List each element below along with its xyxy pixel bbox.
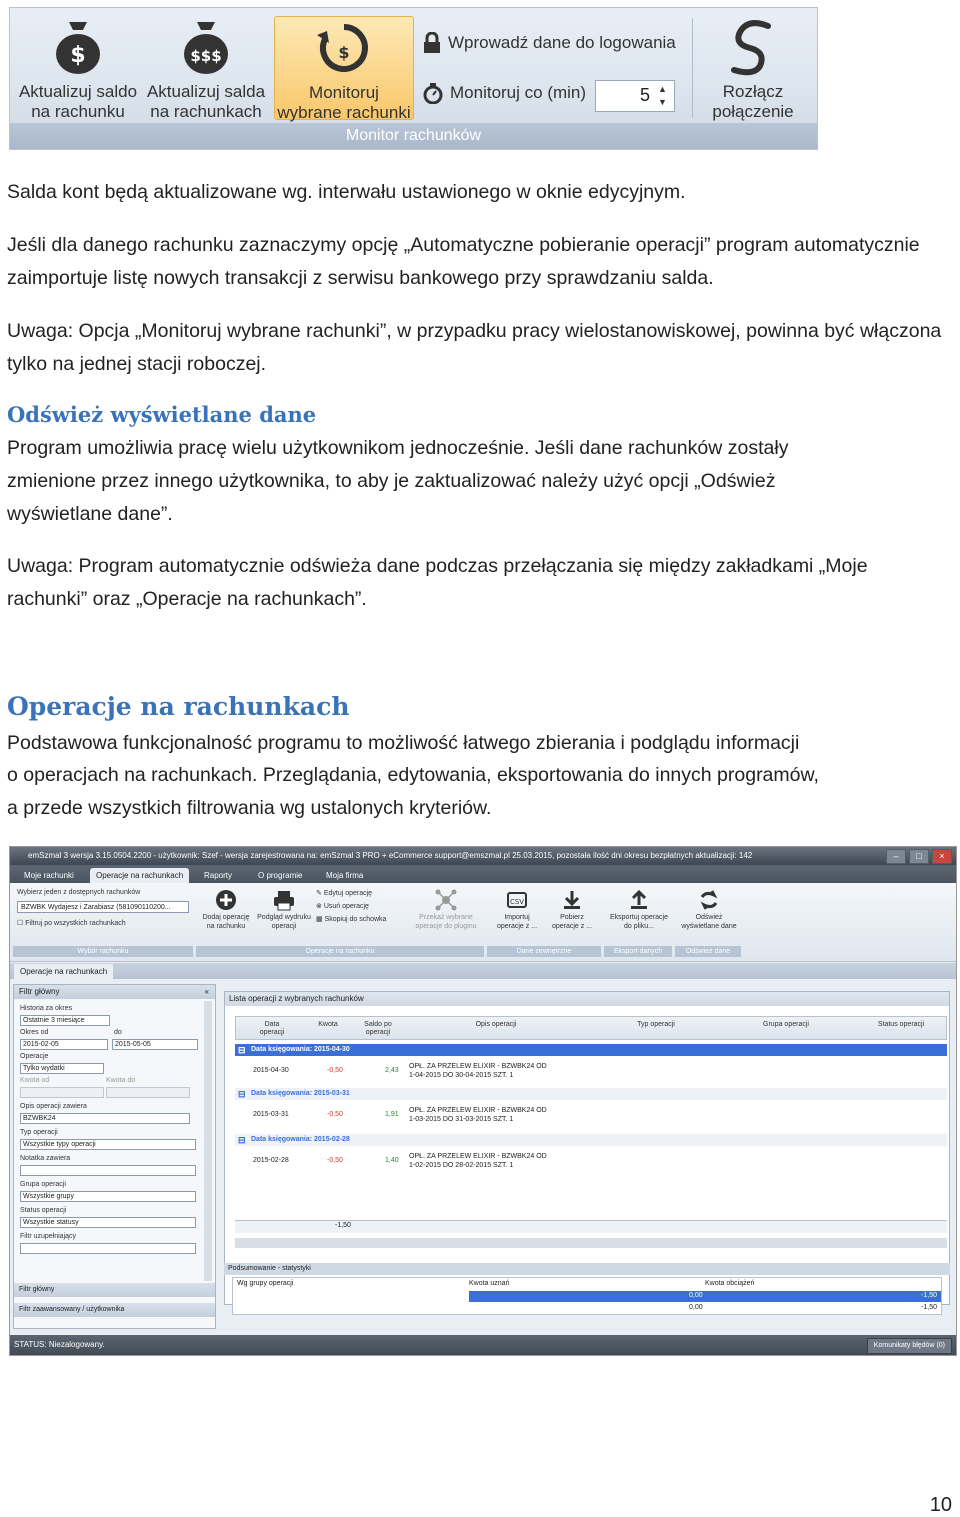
ribbon-screenshot (9, 7, 818, 150)
description-label: Opis operacji zawiera (20, 1103, 87, 1110)
monitor-interval-label: Monitoruj co (min) (450, 83, 587, 102)
svg-text:CSV: CSV (509, 898, 525, 906)
group-row[interactable] (235, 1134, 947, 1146)
csv-import-icon (506, 889, 528, 911)
history-select[interactable]: Ostatnie 3 miesiące (20, 1015, 110, 1026)
account-selector-value: BZWBK Wydajesz i Zarabiasz (581090110200... (21, 904, 171, 911)
app-toolbar (10, 883, 956, 962)
ribbon-group-label: Monitor rachunków (10, 123, 817, 149)
export-button[interactable] (606, 889, 672, 931)
filter-all-label: Filtruj po wszystkich rachunkach (25, 920, 126, 927)
plugin-button[interactable] (408, 889, 484, 931)
monitor-interval-value: 5 (639, 85, 650, 105)
horizontal-scrollbar[interactable] (235, 1238, 947, 1248)
paragraph-note-refresh: Uwaga: Program automatycznie odświeża dane podczas przełączania się między zakładkami „Moje rachunki” oraz „Operacje na rachunkach”. (7, 555, 868, 610)
maximize-icon[interactable]: □ (909, 849, 929, 864)
date-to-label: do (114, 1029, 122, 1036)
row-balance: 1,40 (385, 1157, 399, 1164)
window-title: emSzmal 3 wersja 3.15.0504.2200 - użytkownik: Szef - wersja zarejestrowana na: emSzmal 3 PRO + eCommerce support@emszmal.pl 25.03.2015, pozostała ilość dni okresu bezpłatnych aktualizacji: 142 (28, 851, 753, 860)
filter-scrollbar[interactable] (204, 1001, 212, 1281)
summary-col-group[interactable]: Wg grupy operacji (237, 1280, 294, 1287)
group-row[interactable] (235, 1044, 947, 1056)
heading-operations: Operacje na rachunkach (7, 692, 350, 721)
edit-operation-label: Edytuj operację (323, 890, 373, 897)
ribbon-separator (692, 18, 693, 118)
stopwatch-icon (422, 82, 444, 104)
plugin-network-icon (435, 889, 457, 911)
status-label: Status operacji (20, 1207, 67, 1214)
monitor-accounts-button[interactable] (274, 16, 414, 120)
window-controls (886, 849, 952, 864)
heading-refresh: Odśwież wyświetlane dane (7, 402, 317, 427)
minimize-icon[interactable]: – (886, 849, 906, 864)
table-row[interactable] (235, 1058, 947, 1086)
print-preview-label: Podgląd wydruku operacji (257, 914, 311, 930)
refresh-data-button[interactable] (677, 889, 741, 931)
date-to-input[interactable]: 2015-05-05 (112, 1039, 198, 1050)
paragraph-operations-1: Podstawowa funkcjonalność programu to możliwość łatwego zbierania i podglądu informacji (7, 732, 800, 754)
summary-debit-1: -1,50 (921, 1292, 937, 1299)
monitor-interval-spinner[interactable] (595, 80, 675, 112)
group-row-label: Data księgowania: 2015-02-28 (251, 1136, 350, 1143)
description-input[interactable]: BZWBK24 (20, 1113, 190, 1124)
refresh-arrows-icon (698, 889, 720, 911)
summary-table (232, 1277, 942, 1315)
total-amount: -1,50 (335, 1222, 351, 1229)
monitor-refresh-icon (313, 17, 375, 79)
subtab-bar (10, 963, 956, 979)
row-amount: -0,50 (327, 1157, 343, 1164)
refresh-data-label: Odśwież wyświetlane dane (681, 914, 737, 930)
update-balance-label: Aktualizuj saldo na rachunku (18, 82, 138, 121)
update-balances-label: Aktualizuj salda na rachunkach (146, 82, 266, 121)
note-label: Notatka zawiera (20, 1155, 71, 1162)
filter-all-checkbox[interactable]: ☐ Filtruj po wszystkich rachunkach (17, 920, 126, 927)
row-description: OPŁ. ZA PRZELEW ELIXIR - BZWBK24 OD 1-04-2015 DO 30-04-2015 SZT. 1 (409, 1063, 547, 1079)
window-titlebar (10, 847, 956, 865)
toolbar-group-refresh (675, 887, 741, 957)
operations-select[interactable]: Tylko wydatki (20, 1063, 104, 1074)
delete-operation-label: Usuń operację (323, 903, 369, 910)
operations-grid-panel (224, 991, 950, 1305)
paragraph-interval: Salda kont będą aktualizowane wg. interwału ustawionego w oknie edycyjnym. (7, 181, 686, 203)
delete-operation-button[interactable]: ⊗ Usuń operację (316, 903, 369, 910)
download-icon (561, 889, 583, 911)
tab-my-company[interactable]: Moja firma (326, 871, 364, 880)
fetch-button[interactable] (542, 889, 602, 931)
svg-text:$$$: $$$ (190, 47, 222, 65)
operations-label: Operacje (20, 1053, 49, 1060)
toolbar-group-label: Dane zewnętrzne (487, 946, 601, 957)
group-row-label: Data księgowania: 2015-04-30 (251, 1046, 350, 1053)
import-label: Importuj operacje z ... (496, 914, 538, 930)
tab-account-operations[interactable]: Operacje na rachunkach (90, 868, 189, 883)
group-select[interactable]: Wszystkie grupy (20, 1191, 196, 1202)
grid-header (235, 1016, 947, 1040)
disconnect-button[interactable] (694, 16, 812, 120)
row-amount: -0,50 (327, 1067, 343, 1074)
expand-icon[interactable]: ⊟ (238, 1135, 246, 1145)
row-date: 2015-02-28 (253, 1157, 289, 1164)
status-bar (10, 1335, 956, 1355)
toolbar-group-label: Wybór rachunku (13, 946, 193, 957)
row-date: 2015-04-30 (253, 1067, 289, 1074)
col-description[interactable]: Opis operacji (475, 1021, 517, 1028)
collapse-icon[interactable]: « (204, 987, 209, 996)
summary-col-debits[interactable]: Kwota obciążeń (705, 1280, 755, 1287)
summary-credit-2: 0,00 (689, 1304, 703, 1311)
type-label: Typ operacji (20, 1129, 58, 1136)
toolbar-group-export (604, 887, 672, 957)
col-group[interactable]: Grupa operacji (763, 1021, 809, 1028)
row-amount: -0,50 (327, 1111, 343, 1118)
tab-my-accounts[interactable]: Moje rachunki (24, 871, 74, 880)
row-description: OPŁ. ZA PRZELEW ELIXIR - BZWBK24 OD 1-03-2015 DO 31-03-2015 SZT. 1 (409, 1107, 547, 1123)
account-selector-label: Wybierz jeden z dostępnych rachunków (17, 889, 141, 896)
main-filter-tab[interactable]: Filtr główny (14, 1283, 215, 1297)
summary-header: Podsumowanie - statystyki (224, 1263, 950, 1275)
monitor-interval-row (422, 82, 586, 104)
summary-col-credits[interactable]: Kwota uznań (469, 1280, 510, 1287)
subtab-operations[interactable]: Operacje na rachunkach (14, 964, 113, 979)
advanced-filter-tab[interactable]: Filtr zaawansowany / użytkownika (14, 1303, 215, 1317)
row-date: 2015-03-31 (253, 1111, 289, 1118)
close-icon[interactable]: × (932, 849, 952, 864)
paragraph-operations-3: a przede wszystkich filtrowania wg ustalonych kryteriów. (7, 797, 492, 819)
row-balance: 2,43 (385, 1067, 399, 1074)
amount-to-label: Kwota do (106, 1077, 136, 1084)
monitor-accounts-label: Monitoruj wybrane rachunki (277, 83, 411, 122)
col-date[interactable]: Data operacji (259, 1021, 285, 1036)
expand-icon[interactable]: ⊟ (238, 1045, 246, 1055)
filter-panel (13, 984, 216, 1329)
paragraph-auto-import: Jeśli dla danego rachunku zaznaczymy opcję „Automatyczne pobieranie operacji” program automatycznie zaimportuje listę nowych transakcji z serwisu bankowego przy sprawdzaniu salda. (7, 234, 920, 289)
page-number: 10 (929, 1494, 952, 1516)
toolbar-group-account (13, 887, 193, 957)
edit-operation-button[interactable]: ✎ Edytuj operację (316, 890, 373, 897)
lock-icon (422, 32, 442, 54)
paragraph-multiuser: Program umożliwia pracę wielu użytkownikom jednocześnie. Jeśli dane rachunków zostały zmienione przez innego użytkownika, to aby je zaktualizować należy użyć opcji „Odśwież wyświetlane dane”. (7, 437, 789, 525)
svg-text:$: $ (70, 43, 86, 68)
col-balance[interactable]: Saldo po operacji (364, 1021, 392, 1036)
update-balances-button[interactable] (144, 16, 268, 120)
update-balance-button[interactable] (16, 16, 140, 120)
toolbar-group-operations (196, 887, 484, 957)
toolbar-group-label: Odśwież dane (675, 946, 741, 957)
upload-icon (628, 889, 650, 911)
add-operation-label: Dodaj operację na rachunku (202, 914, 250, 930)
login-data-label: Wprowadź dane do logowania (448, 33, 676, 52)
spinner-arrows-icon[interactable]: ▲ ▼ (658, 84, 667, 107)
main-tabs (10, 865, 956, 883)
amount-to-input[interactable] (106, 1087, 190, 1098)
tab-about[interactable]: O programie (258, 871, 303, 880)
paragraph-note-monitor: Uwaga: Opcja „Monitoruj wybrane rachunki”, w przypadku pracy wielostanowiskowej, powinna być włączona tylko na jednej stacji roboczej. (7, 320, 942, 375)
status-text: STATUS: Niezalogowany. (14, 1340, 105, 1349)
error-messages-button[interactable]: Komunikaty błędów (0) (867, 1338, 952, 1354)
group-label: Grupa operacji (20, 1181, 66, 1188)
account-selector[interactable] (17, 901, 189, 913)
row-description: OPŁ. ZA PRZELEW ELIXIR - BZWBK24 OD 1-02-2015 DO 28-02-2015 SZT. 1 (409, 1153, 547, 1169)
filter-panel-title: Filtr główny (19, 987, 60, 996)
plugin-label: Przekaż wybrane operacje do pluginu (415, 914, 477, 930)
table-row[interactable] (235, 1102, 947, 1130)
row-balance: 1,91 (385, 1111, 399, 1118)
user-filter-select[interactable] (20, 1243, 196, 1254)
add-operation-button[interactable] (196, 889, 256, 931)
type-select[interactable]: Wszystkie typy operacji (20, 1139, 196, 1150)
fetch-label: Pobierz operacje z ... (551, 914, 593, 930)
toolbar-group-label: Operacje na rachunku (196, 946, 484, 957)
export-label: Eksportuj operacje do pliku... (610, 914, 668, 930)
disconnect-plug-icon (722, 16, 784, 78)
import-button[interactable] (487, 889, 547, 931)
filter-panel-header (14, 985, 215, 999)
group-row-label: Data księgowania: 2015-03-31 (251, 1090, 350, 1097)
toolbar-group-external (487, 887, 601, 957)
add-icon (215, 889, 237, 911)
disconnect-label: Rozłącz połączenie (712, 82, 794, 121)
money-bag-multi-icon (175, 16, 237, 78)
col-status[interactable]: Status operacji (877, 1021, 925, 1028)
summary-credit-1: 0,00 (689, 1292, 703, 1299)
copy-clipboard-button[interactable]: ▦ Skopiuj do schowka (316, 916, 387, 923)
col-type[interactable]: Typ operacji (637, 1021, 675, 1028)
date-from-input[interactable]: 2015-02-05 (20, 1039, 108, 1050)
expand-icon[interactable]: ⊟ (238, 1089, 246, 1099)
copy-clipboard-label: Skopiuj do schowka (324, 916, 387, 923)
summary-debit-2: -1,50 (921, 1304, 937, 1311)
paragraph-operations-2: o operacjach na rachunkach. Przeglądania, edytowania, eksportowania do innych programów, (7, 764, 819, 786)
col-amount[interactable]: Kwota (318, 1021, 338, 1028)
amount-from-label: Kwota od (20, 1077, 50, 1084)
history-label: Historia za okres (20, 1005, 73, 1012)
money-bag-icon (47, 16, 109, 78)
group-row[interactable] (235, 1088, 947, 1100)
toolbar-group-label: Eksport danych (604, 946, 672, 957)
user-filter-label: Filtr uzupełniający (20, 1233, 77, 1240)
grid-panel-header: Lista operacji z wybranych rachunków (225, 992, 949, 1006)
note-input[interactable] (20, 1165, 196, 1176)
table-row[interactable] (235, 1148, 947, 1176)
login-data-button[interactable] (422, 32, 676, 54)
total-row (235, 1220, 947, 1233)
tab-reports[interactable]: Raporty (204, 871, 233, 880)
printer-icon (273, 889, 295, 911)
svg-text:$: $ (338, 43, 350, 62)
amount-from-input[interactable] (20, 1087, 104, 1098)
print-preview-button[interactable] (254, 889, 314, 931)
status-select[interactable]: Wszystkie statusy (20, 1217, 196, 1228)
date-from-label: Okres od (20, 1029, 49, 1036)
summary-row-selected[interactable] (469, 1291, 941, 1302)
app-screenshot (9, 846, 957, 1356)
